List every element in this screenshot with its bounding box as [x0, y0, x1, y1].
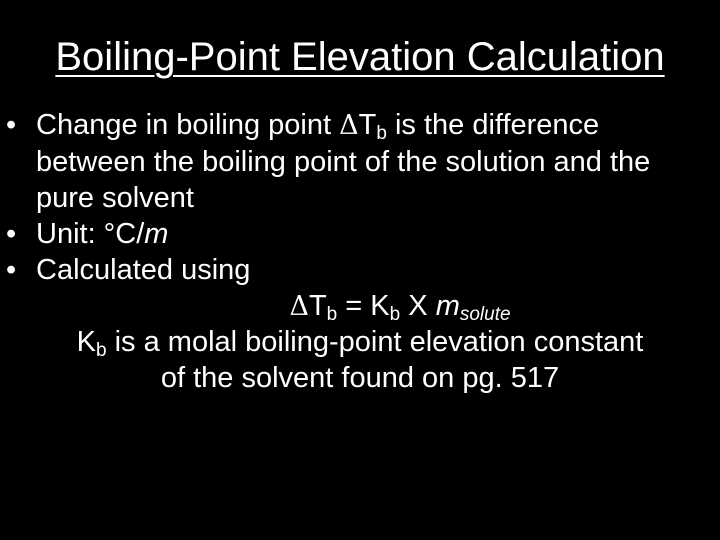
formula-sub-solute: solute: [459, 304, 511, 325]
subscript-b: b: [376, 123, 387, 144]
note-line-1: [0, 324, 720, 360]
formula-m: m: [435, 290, 460, 322]
bullet-item-calculated: [0, 252, 696, 288]
bullet-icon: •: [6, 254, 17, 286]
formula-times: X: [400, 290, 436, 322]
bullet-icon: •: [6, 109, 17, 141]
bullet-icon: •: [6, 218, 17, 250]
formula-equals-k: = K: [337, 290, 390, 322]
slide-title: Boiling-Point Elevation Calculation: [55, 35, 665, 79]
definition-text-start: Change in boiling point: [36, 109, 340, 141]
definition-text-end: is the difference between the boiling point of the solution and the pure solvent: [36, 109, 651, 214]
formula-t: T: [308, 290, 327, 322]
unit-molality: m: [144, 218, 169, 250]
note-sub-b: b: [95, 340, 107, 361]
variable-t: T: [358, 109, 377, 141]
bullet-item-unit: [0, 216, 696, 252]
note-line1-text: is a molal boiling-point elevation constant: [106, 326, 644, 358]
note-line-2: of the solvent found on pg. 517: [160, 362, 560, 394]
formula-k-sub-b: b: [389, 304, 401, 325]
formula-sub-b: b: [326, 304, 338, 325]
formula-delta: Δ: [289, 291, 309, 322]
unit-text: Unit: °C/: [36, 218, 145, 250]
calculated-text: Calculated using: [36, 254, 251, 286]
note-k: K: [76, 326, 96, 358]
delta-symbol: Δ: [339, 110, 359, 141]
bullet-item-definition: [0, 107, 696, 216]
formula: [0, 288, 720, 324]
slide-body: [0, 107, 720, 396]
